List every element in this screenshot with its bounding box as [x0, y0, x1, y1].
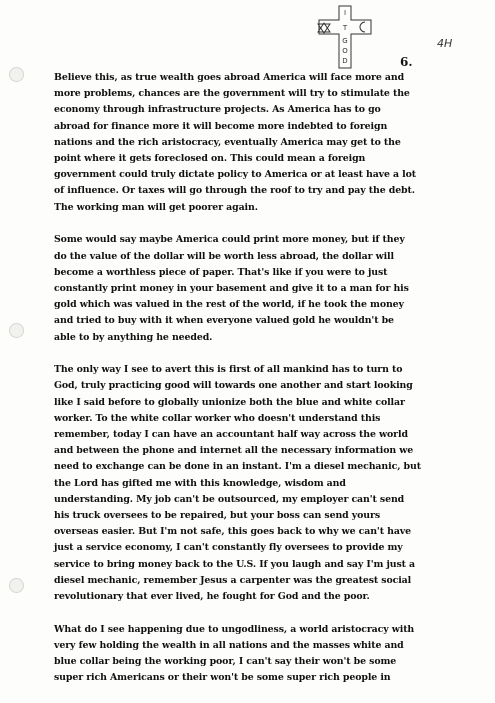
text-line: like I said before to globally unionize both the blue and white collar: [54, 396, 405, 408]
cross-letter: G: [342, 37, 348, 45]
paragraph: [54, 362, 494, 605]
cross-letter: I: [343, 9, 347, 17]
text-line: Believe this, as true wealth goes abroad America will face more and: [54, 72, 405, 83]
page-number: 6.: [400, 55, 413, 69]
text-line: service to bring money back to the U.S. If you laugh and say I'm just a: [54, 558, 416, 570]
text-line: understanding. My job can't be outsourced, my employer can't send: [54, 493, 405, 505]
text-line: able to by anything he needed.: [54, 331, 213, 343]
document-body: [54, 70, 494, 703]
text-line: worker. To the white collar worker who doesn't understand this: [54, 412, 381, 424]
text-line: What do I see happening due to ungodliness, a world aristocracy with: [54, 623, 415, 635]
text-line: become a worthless piece of paper. That's like if you were to just: [54, 266, 388, 278]
text-line: and tried to buy with it when everyone valued gold he wouldn't be: [54, 315, 394, 327]
paragraph: [54, 232, 494, 345]
text-line: revolutionary that ever lived, he fought for God and the poor.: [54, 591, 370, 603]
text-line: blue collar being the working poor, I can't say their won't be some: [54, 656, 397, 668]
text-line: more problems, chances are the government will try to stimulate the: [54, 88, 410, 100]
text-line: point where it gets foreclosed on. This could mean a foreign: [54, 153, 366, 165]
text-line: abroad for finance more it will become more indebted to foreign: [54, 120, 388, 132]
cross-letter: O: [342, 47, 348, 55]
text-line: do the value of the dollar will be worth less abroad, the dollar will: [54, 250, 394, 262]
paragraph: [54, 622, 494, 687]
text-line: of influence. Or taxes will go through the roof to try and pay the debt.: [54, 185, 415, 197]
text-line: nations and the rich aristocracy, eventually America may get to the: [54, 136, 401, 148]
text-line: super rich Americans or their won't be some super rich people in: [54, 672, 391, 684]
text-line: his truck oversees to be repaired, but your boss can send yours: [54, 510, 381, 522]
cross-letter: T: [342, 24, 348, 32]
text-line: The working man will get poorer again.: [54, 201, 258, 213]
text-line: remember, today I can have an accountant half way across the world: [54, 429, 408, 441]
paragraph: [54, 70, 494, 216]
text-line: constantly print money in your basement and give it to a man for his: [54, 282, 409, 294]
text-line: just a service economy, I can't constantly fly oversees to provide my: [54, 542, 403, 554]
text-line: need to exchange can be done in an instant. I'm a diesel mechanic, but: [54, 461, 421, 473]
text-line: diesel mechanic, remember Jesus a carpenter was the greatest social: [54, 574, 412, 586]
hand-drawn-cross-icon: [313, 4, 377, 70]
text-line: and between the phone and internet all the necessary information we: [54, 445, 414, 457]
text-line: economy through infrastructure projects. As America has to go: [54, 104, 381, 116]
text-line: very few holding the wealth in all nations and the masses white and: [54, 640, 404, 651]
binder-hole: [9, 323, 24, 338]
text-line: God, truly practicing good will towards one another and start looking: [54, 380, 413, 392]
binder-hole: [9, 67, 24, 82]
binder-hole: [9, 578, 24, 593]
text-line: overseas easier. But I'm not safe, this goes back to why we can't have: [54, 526, 411, 538]
text-line: The only way I see to avert this is first of all mankind has to turn to: [54, 364, 403, 376]
handwritten-note: 4H: [437, 37, 453, 50]
text-line: gold which was valued in the rest of the world, if he took the money: [54, 299, 404, 311]
cross-letter: D: [342, 57, 348, 65]
text-line: government could truly dictate policy to America or at least have a lot: [54, 169, 417, 181]
text-line: Some would say maybe America could print more money, but if they: [54, 234, 405, 246]
text-line: the Lord has gifted me with this knowledge, wisdom and: [54, 477, 346, 489]
